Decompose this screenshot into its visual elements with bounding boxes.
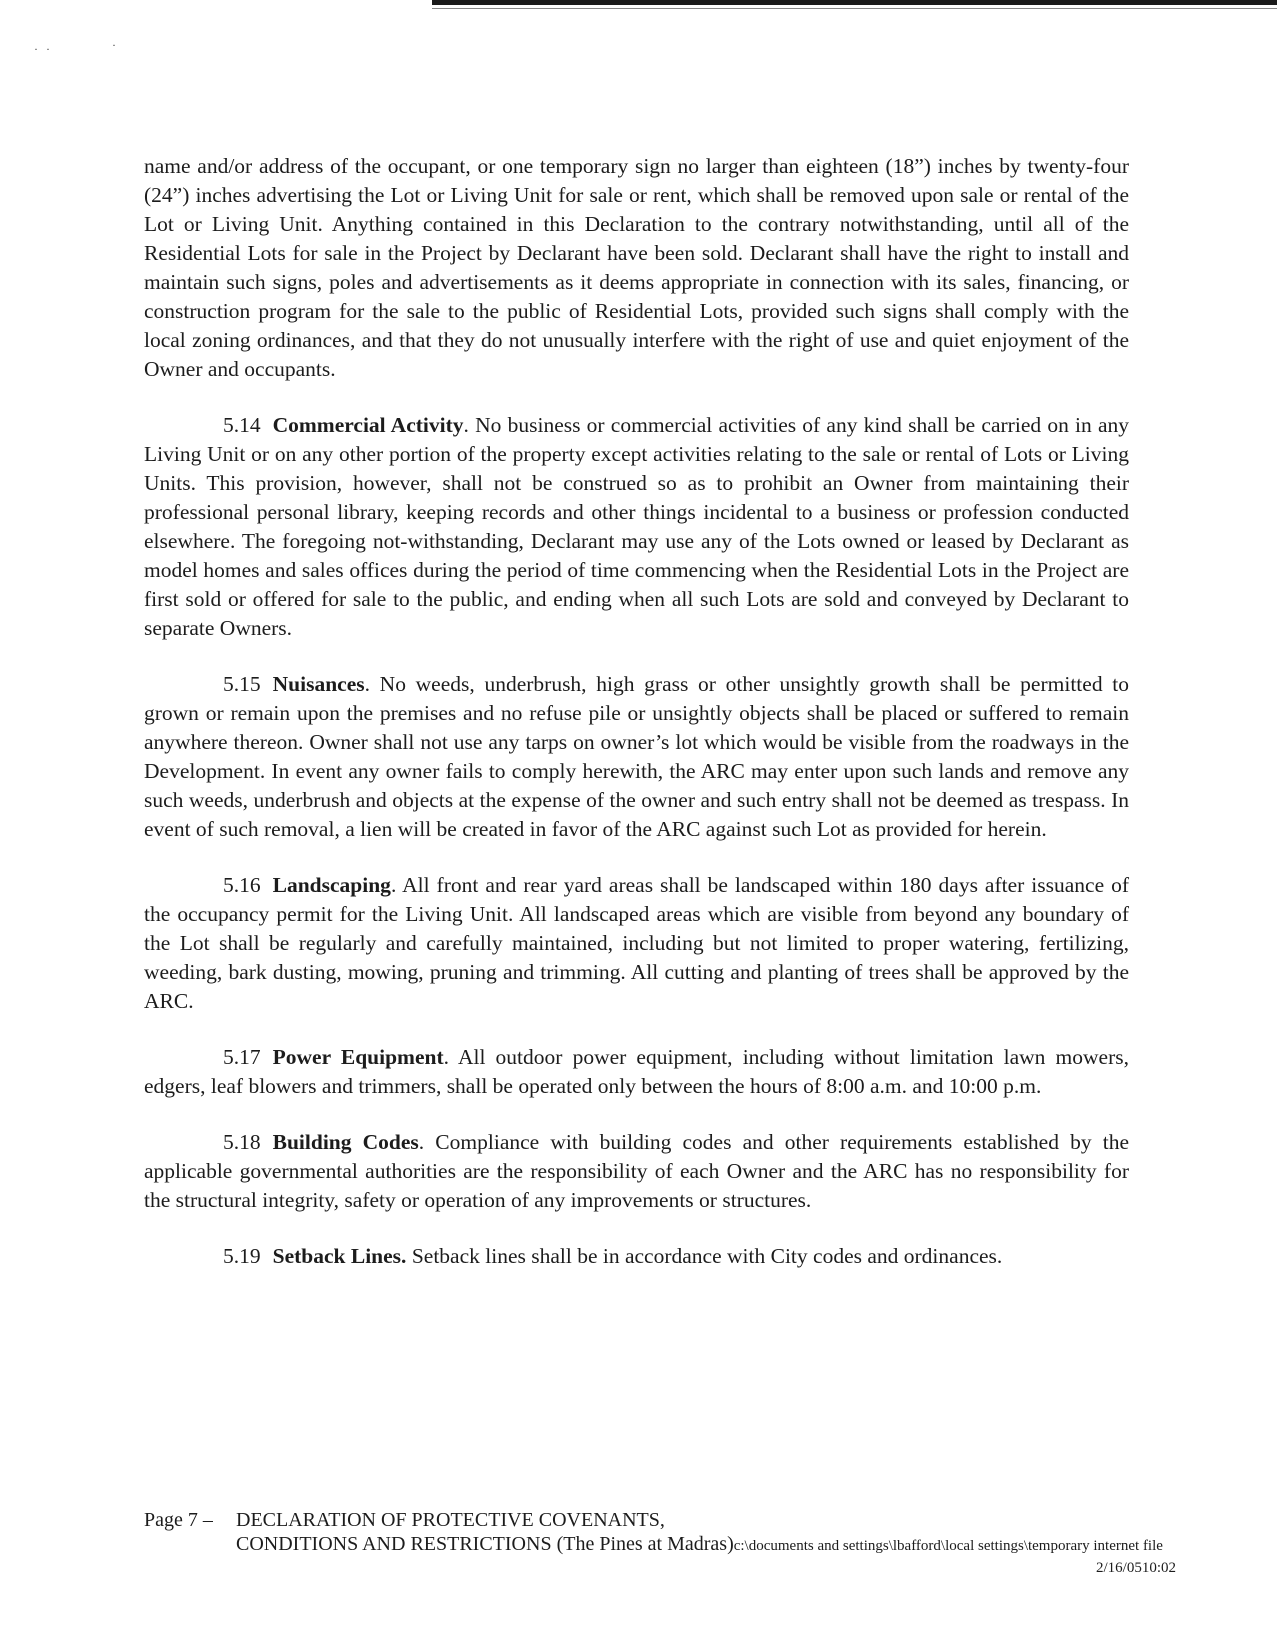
section-number: 5.18	[223, 1130, 261, 1154]
section-heading: Nuisances	[272, 672, 365, 696]
section-text: . All front and rear yard areas shall be landscaped within 180 days after issuance of the occupancy permit for the Living Unit. All landscaped areas which are visible from beyond any boundary of the Lot shall be regularly and carefully maintained, including but not limited to proper watering, fertilizing, weeding, bark dusting, mowing, pruning and trimming. All cutting and planting of trees shall be approved by the ARC.	[144, 873, 1129, 1013]
footer-line-1	[144, 1508, 1234, 1532]
section-text: . No weeds, underbrush, high grass or other unsightly growth shall be permitted to grown or remain upon the premises and no refuse pile or unsightly objects shall be placed or suffered to remain anywhere thereon. Owner shall not use any tarps on owner’s lot which would be visible from the roadways in the Development. In event any owner fails to comply herewith, the ARC may enter upon such lands and remove any such weeds, underbrush and objects at the expense of the owner and such entry shall not be deemed as trespass. In event of such removal, a lien will be created in favor of the ARC against such Lot as provided for herein.	[144, 672, 1129, 841]
section-text: . All outdoor power equipment, including without limitation lawn mowers, edgers, leaf blowers and trimmers, shall be operated only between the hours of 8:00 a.m. and 10:00 p.m.	[144, 1045, 1129, 1098]
section-5-18-building-codes	[144, 1128, 1129, 1215]
footer-line-2	[236, 1532, 1234, 1558]
section-text: . Compliance with building codes and other requirements established by the applicable governmental authorities are the responsibility of each Owner and the ARC has no responsibility for the structural integrity, safety or operation of any improvements or structures.	[144, 1130, 1129, 1212]
footer-file-path: c:\documents and settings\lbafford\local settings\temporary internet file	[733, 1538, 1163, 1554]
section-heading: Commercial Activity	[272, 413, 464, 437]
footer-date-code: 2/16/0510:02	[1095, 1560, 1176, 1576]
section-text: . No business or commercial activities of any kind shall be carried on in any Living Unit or on any other portion of the property except activities relating to the sale or rental of Lots or Living Units. This provision, however, shall not be construed so as to prohibit an Owner from maintaining their professional personal library, keeping records and other things incidental to a business or profession conducted elsewhere. The foregoing not-withstanding, Declarant may use any of the Lots owned or leased by Declarant as model homes and sales offices during the period of time commencing when the Residential Lots in the Project are first sold or offered for sale to the public, and ending when all such Lots are sold and conveyed by Declarant to separate Owners.	[144, 413, 1130, 640]
paragraph-signs-continued	[144, 152, 1129, 384]
section-heading: Landscaping	[272, 873, 391, 897]
section-5-19-setback-lines	[144, 1242, 1129, 1271]
scan-speck: ·	[34, 42, 38, 56]
footer-title-line-1: DECLARATION OF PROTECTIVE COVENANTS,	[236, 1509, 665, 1531]
section-5-15-nuisances	[144, 670, 1129, 844]
scan-speck: ·	[46, 42, 50, 56]
section-number: 5.15	[223, 672, 261, 696]
section-5-16-landscaping	[144, 871, 1129, 1016]
section-number: 5.14	[223, 413, 261, 437]
paragraph-text: name and/or address of the occupant, or one temporary sign no larger than eighteen (18”) inches by twenty-four (24”) inches advertising the Lot or Living Unit for sale or rent, which shall be removed upon sale or rental of the Lot or Living Unit. Anything contained in this Declaration to the contrary notwithstanding, until all of the Residential Lots for sale in the Project by Declarant have been sold. Declarant shall have the right to install and maintain such signs, poles and advertisements as it deems appropriate in connection with its sales, financing, or construction program for the sale to the public of Residential Lots, provided such signs shall comply with the local zoning ordinances, and that they do not unusually interfere with the right of use and quiet enjoyment of the Owner and occupants.	[144, 154, 1129, 381]
page-number: Page 7 –	[144, 1509, 213, 1531]
page-footer	[144, 1508, 1234, 1578]
section-number: 5.16	[223, 873, 261, 897]
section-heading: Setback Lines.	[272, 1244, 407, 1268]
section-5-14-commercial-activity	[144, 411, 1129, 643]
section-heading: Power Equipment	[272, 1045, 444, 1069]
section-number: 5.17	[223, 1045, 261, 1069]
section-number: 5.19	[223, 1244, 261, 1268]
section-5-17-power-equipment	[144, 1043, 1129, 1101]
document-body	[144, 152, 1129, 1298]
section-text: Setback lines shall be in accordance with City codes and ordinances.	[406, 1244, 1003, 1268]
top-edge-rule-thin	[432, 8, 1277, 9]
scan-speck: ·	[112, 38, 116, 52]
footer-title-line-2: CONDITIONS AND RESTRICTIONS (The Pines at Madras)	[236, 1533, 734, 1555]
section-heading: Building Codes	[272, 1130, 419, 1154]
top-edge-rule	[432, 0, 1277, 5]
